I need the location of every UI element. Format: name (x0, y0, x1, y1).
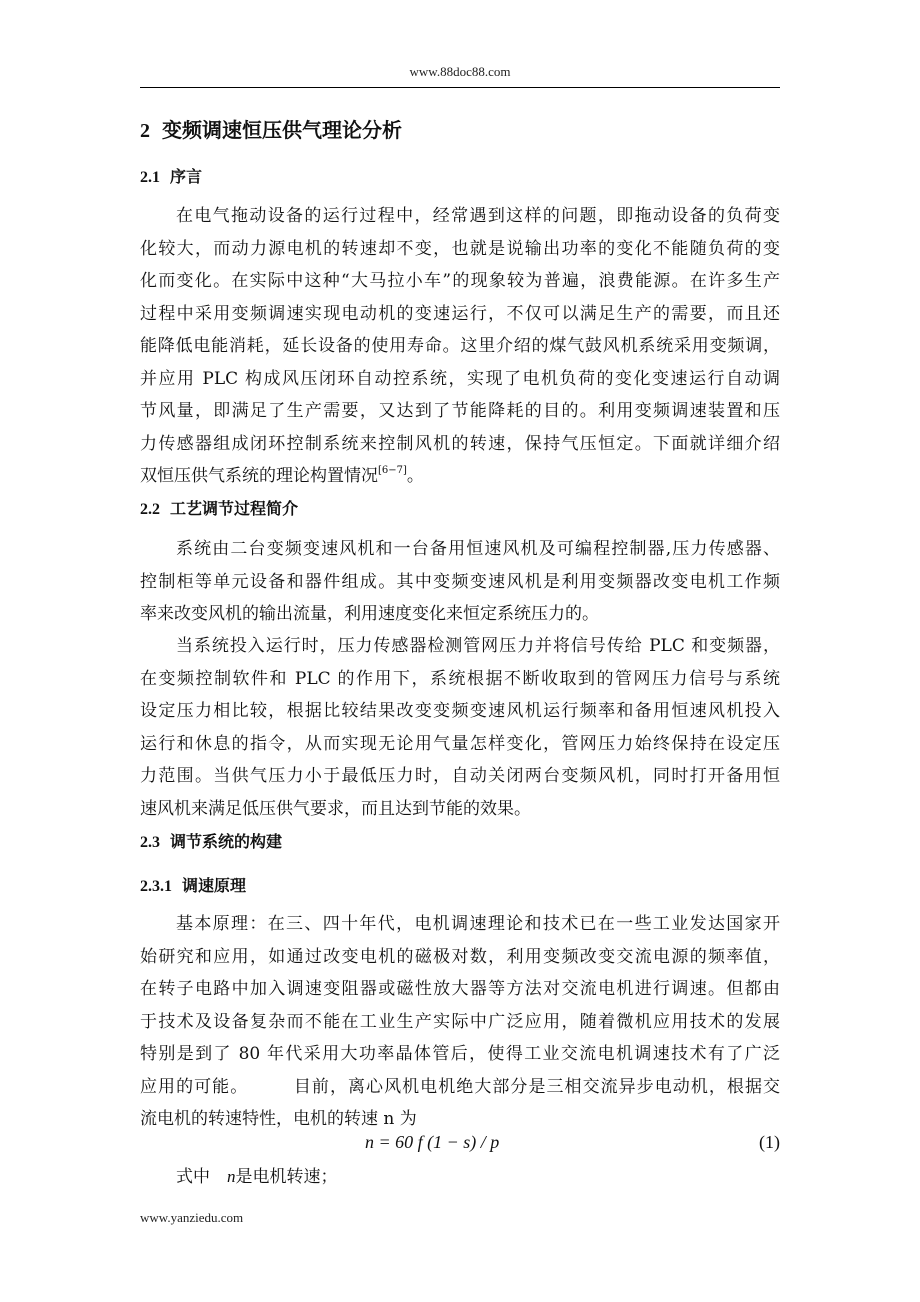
equation-1 (140, 1127, 780, 1157)
text-line: 力范围。当供气压力小于最低压力时，自动关闭两台变频风机，同时打开备用恒 (140, 766, 780, 786)
chapter-title: 变频调速恒压供气理论分析 (162, 118, 402, 142)
text-line: 基本原理：在三、四十年代，电机调速理论和技术已在一些工业发达国家开 (176, 914, 780, 934)
where-symbol: n (227, 1167, 236, 1186)
where-clause (176, 1162, 338, 1192)
section-heading-2-3 (140, 829, 282, 852)
footer-url: www.yanziedu.com (140, 1210, 244, 1225)
text-line: 控制柜等单元设备和器件组成。其中变频变速风机是利用变频器改变电机工作频 (140, 571, 780, 592)
text-line: 速风机来满足低压供气要求，而且达到节能的效果。 (140, 798, 531, 819)
section-heading-2-3-1 (140, 873, 246, 896)
text-fragment: 。 (406, 466, 424, 486)
text-line: 率来改变风机的输出流量，利用速度变化来恒定系统压力的。 (140, 604, 599, 624)
text-line: 当系统投入运行时，压力传感器检测管网压力并将信号传给 PLC 和变频器， (176, 636, 780, 656)
text-line: 运行和休息的指令，从而实现无论用气量怎样变化，管网压力始终保持在设定压 (140, 733, 780, 754)
text-line (140, 460, 780, 493)
equation-number: (1) (759, 1132, 780, 1152)
text-line: 能降低电能消耗，延长设备的使用寿命。这里介绍的煤气鼓风机系统采用变频调， (140, 336, 780, 356)
text-line: 在变频控制软件和 PLC 的作用下，系统根据不断收取到的管网压力信号与系统 (140, 668, 780, 689)
text-line: 始研究和应用，如通过改变电机的磁极对数，利用变频改变交流电源的频率值， (140, 946, 780, 967)
section-heading-2-2 (140, 496, 298, 519)
citation: [6−7] (378, 465, 407, 476)
equation-expression: n = 60 f (1 − s) / p (365, 1132, 500, 1152)
section-heading-2-1 (140, 164, 202, 187)
section-title: 序言 (170, 167, 203, 186)
text-line: 特别是到了 80 年代采用大功率晶体管后，使得工业交流电机调速技术有了广泛 (140, 1044, 780, 1064)
section-title: 工艺调节过程简介 (170, 499, 299, 518)
section-number: 2.3.1 (140, 878, 172, 895)
text-line: 流电机的转速特性，电机的转速 n 为 (140, 1109, 417, 1129)
text-fragment: 双恒压供气系统的理论构置情况 (140, 466, 378, 486)
section-title: 调节系统的构建 (170, 832, 283, 851)
text-line: 在电气拖动设备的运行过程中，经常遇到这样的问题，即拖动设备的负荷变 (176, 206, 780, 226)
section-title: 调速原理 (182, 876, 247, 895)
text-line: 节风量，即满足了生产需要，又达到了节能降耗的目的。利用变频调速装置和压 (140, 401, 780, 421)
paragraph-principle (140, 908, 780, 1136)
paragraph-process-2 (140, 630, 780, 825)
text-line: 应用的可能。 目前，离心风机电机绝大部分是三相交流异步电动机，根据交 (140, 1076, 780, 1097)
text-line: 过程中采用变频调速实现电动机的变速运行，不仅可以满足生产的需要，而且还 (140, 303, 780, 324)
section-number: 2.1 (140, 169, 160, 186)
header-divider (140, 87, 780, 88)
header-url: www.88doc88.com (409, 64, 511, 79)
chapter-number: 2 (140, 120, 150, 142)
paragraph-preface (140, 200, 780, 493)
text-line: 化而变化。在实际中这种“大马拉小车”的现象较为普遍，浪费能源。在许多生产 (140, 271, 780, 291)
paragraph-process-1 (140, 533, 780, 631)
section-number: 2.2 (140, 501, 160, 518)
text-line: 力传感器组成闭环控制系统来控制风机的转速，保持气压恒定。下面就详细介绍 (140, 433, 780, 454)
chapter-heading (140, 114, 402, 143)
text-line: 于技术及设备复杂而不能在工业生产实际中广泛应用，随着微机应用技术的发展 (140, 1011, 780, 1032)
where-text: 是电机转速； (235, 1167, 338, 1187)
where-prefix: 式中 (176, 1167, 227, 1187)
text-line: 系统由二台变频变速风机和一台备用恒速风机及可编程控制器,压力传感器、 (176, 539, 780, 559)
text-line: 设定压力相比较，根据比较结果改变变频变速风机运行频率和备用恒速风机投入 (140, 701, 780, 721)
text-line: 在转子电路中加入调速变阻器或磁性放大器等方法对交流电机进行调速。但都由 (140, 979, 780, 999)
text-line: 并应用 PLC 构成风压闭环自动控系统，实现了电机负荷的变化变速运行自动调 (140, 368, 780, 389)
section-number: 2.3 (140, 834, 160, 851)
text-line: 化较大，而动力源电机的转速却不变，也就是说输出功率的变化不能随负荷的变 (140, 238, 780, 259)
